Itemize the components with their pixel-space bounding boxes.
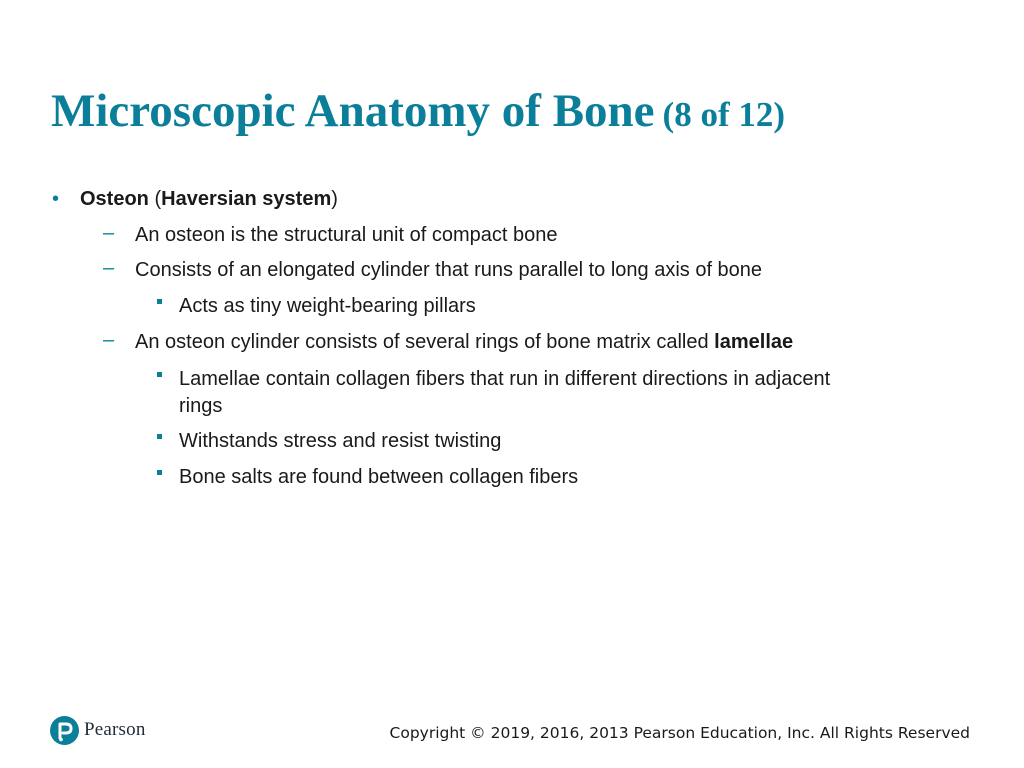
paren-close: ) [331, 188, 338, 210]
list-item-text: Acts as tiny weight-bearing pillars [179, 295, 476, 317]
title-main: Microscopic Anatomy of Bone [51, 85, 655, 137]
square-bullet-icon [157, 372, 162, 377]
list-item-text-part: An osteon cylinder consists of several rings of bone matrix called [135, 331, 715, 353]
pearson-logo [50, 714, 146, 746]
list-item-text-continued: rings [179, 395, 223, 417]
title-subtitle: (8 of 12) [662, 95, 786, 134]
page-title [51, 85, 786, 137]
term-lamellae: lamellae [714, 331, 794, 353]
list-item-text: An osteon is the structural unit of compact bone [135, 224, 558, 246]
term-haversian-system: Haversian system [161, 188, 332, 210]
paren-open: ( [148, 188, 162, 210]
dash-icon: – [103, 329, 115, 351]
list-item-text: Lamellae contain collagen fibers that run in different directions in adjacent [179, 368, 831, 390]
copyright-notice: Copyright © 2019, 2016, 2013 Pearson Education, Inc. All Rights Reserved [389, 724, 970, 742]
square-bullet-icon [157, 470, 162, 475]
square-bullet-icon [157, 434, 162, 439]
dash-icon: – [103, 257, 115, 279]
pearson-wordmark: Pearson [84, 719, 146, 740]
square-bullet-icon [157, 299, 162, 304]
bullet-dot-icon: • [52, 188, 60, 210]
pearson-p-icon [50, 716, 79, 745]
list-item-text [80, 186, 338, 212]
list-item-text: Consists of an elongated cylinder that runs parallel to long axis of bone [135, 259, 763, 281]
dash-icon: – [103, 222, 115, 244]
list-item-text [135, 329, 793, 355]
list-item-text: Bone salts are found between collagen fibers [179, 466, 579, 488]
list-item-text: Withstands stress and resist twisting [179, 430, 502, 452]
term-osteon: Osteon [80, 188, 149, 210]
